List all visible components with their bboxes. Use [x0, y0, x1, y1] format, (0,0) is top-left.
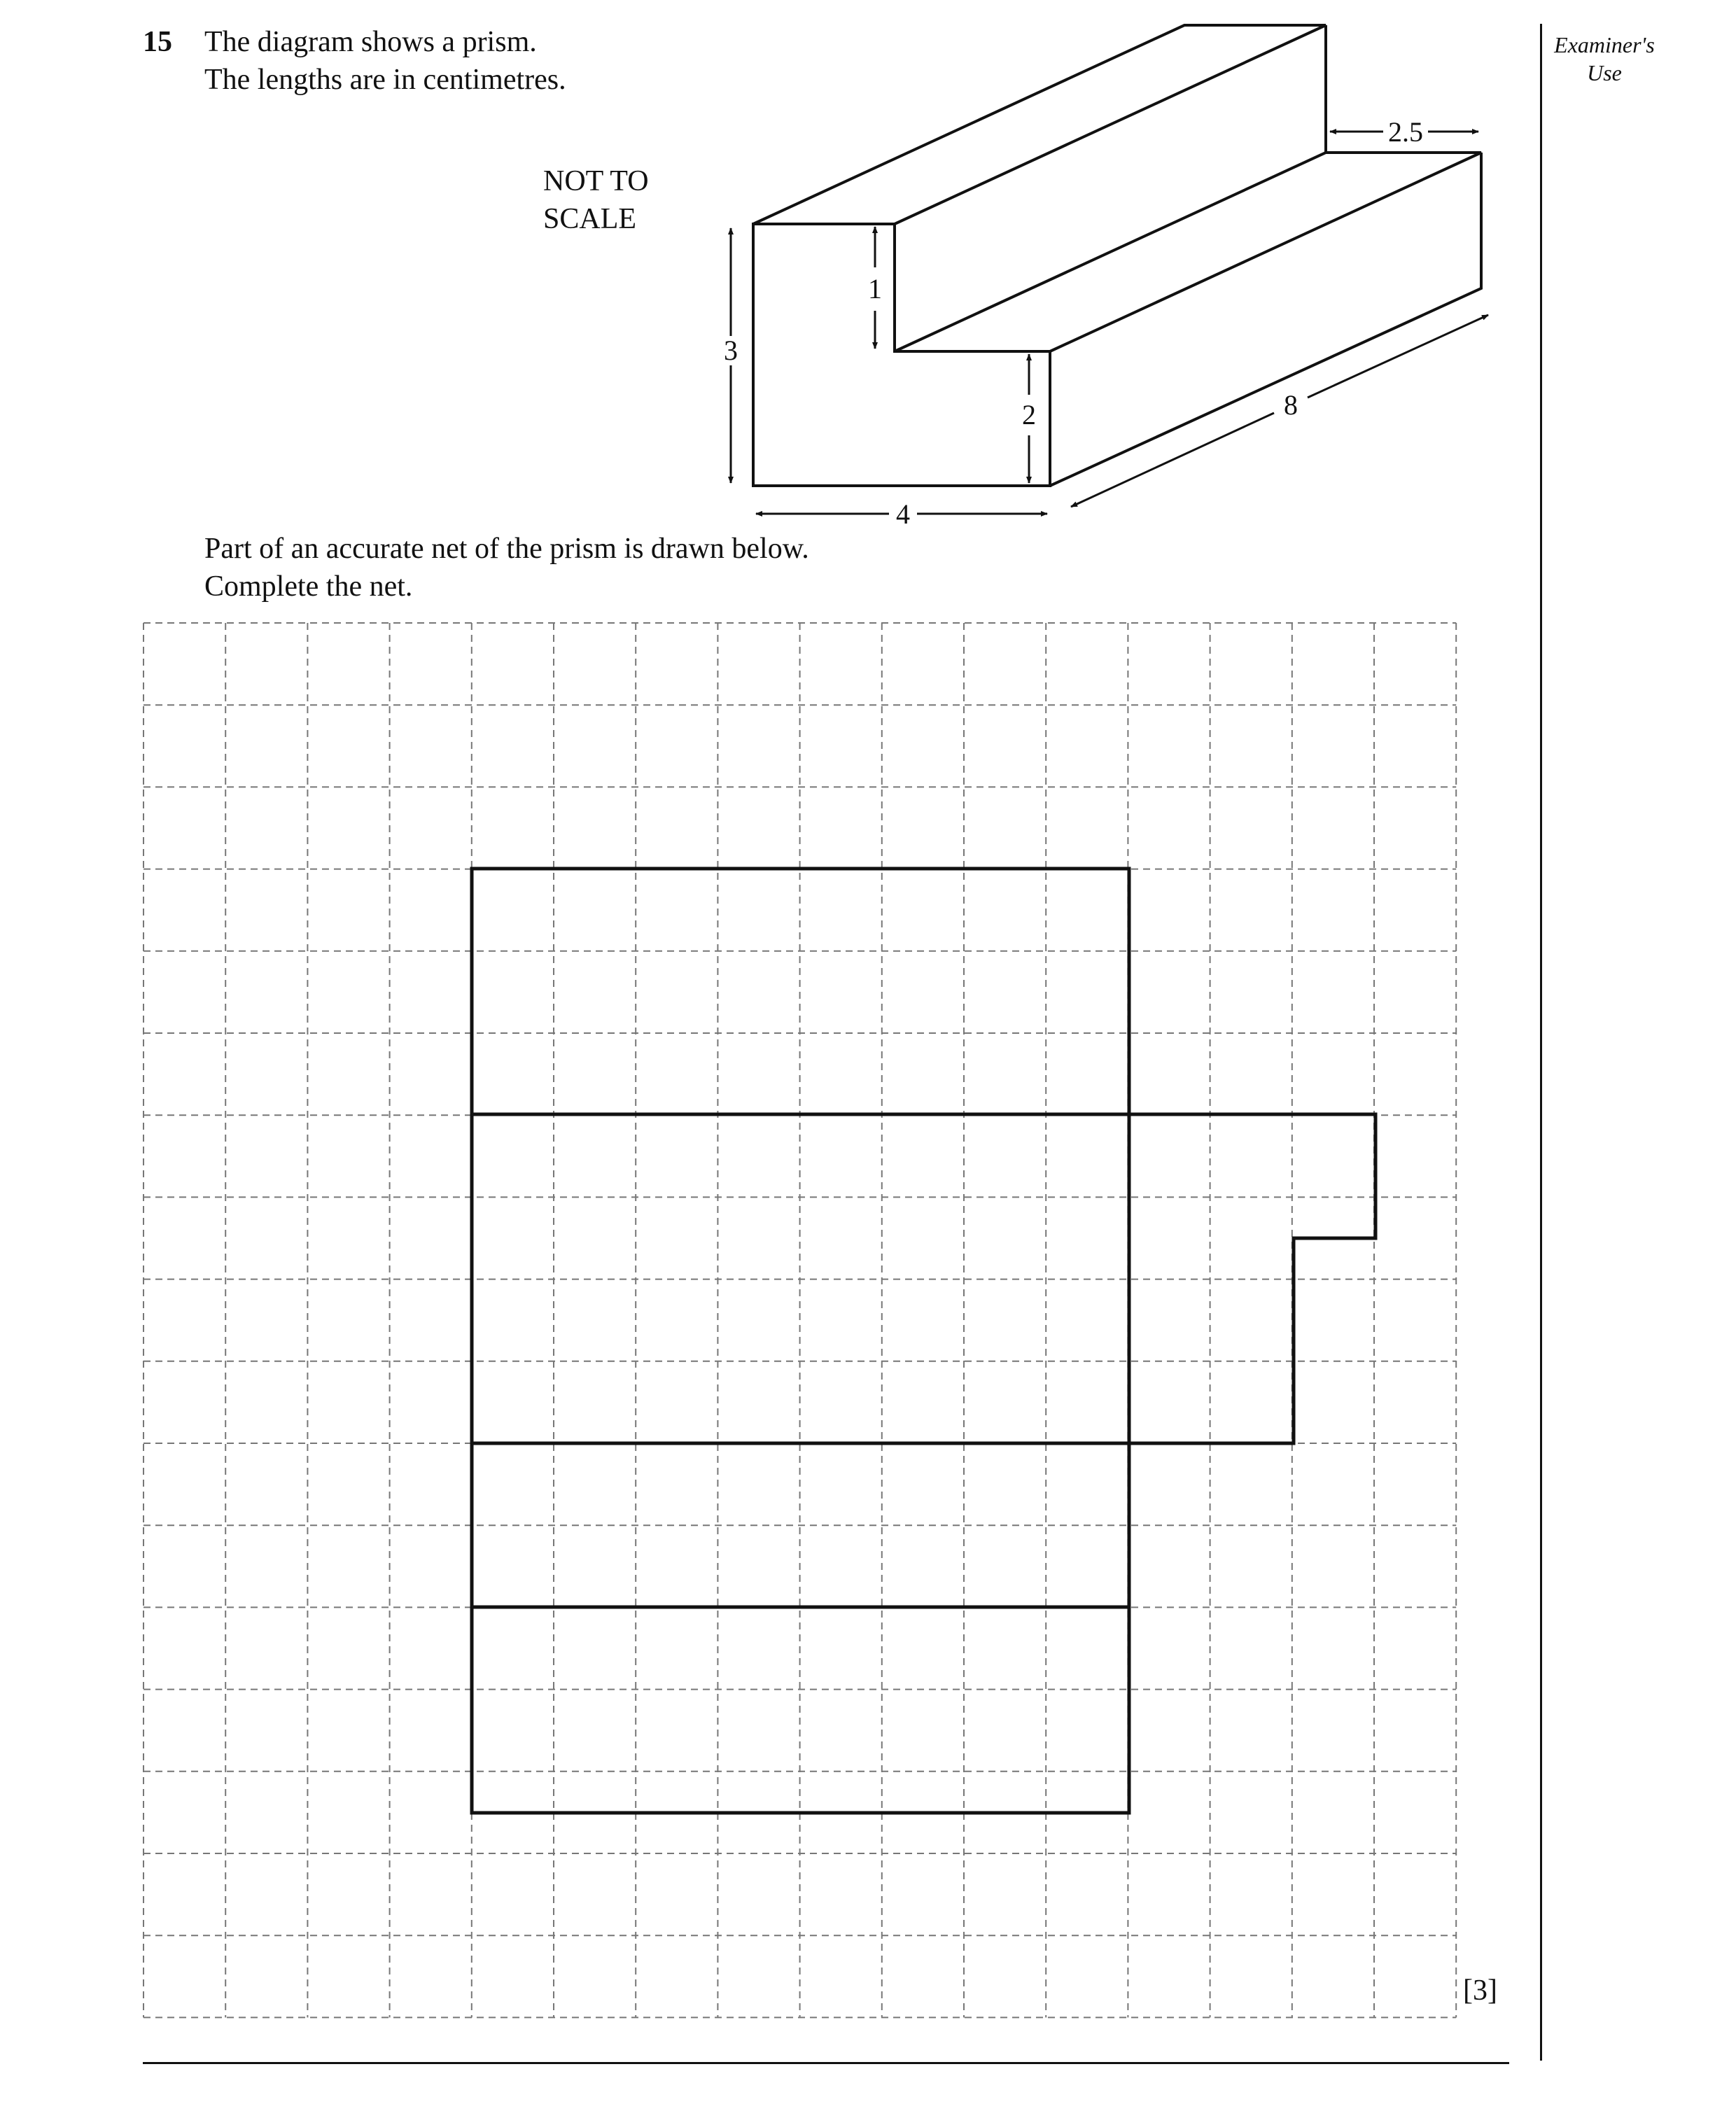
- prism-riser-face: [895, 25, 1326, 351]
- dim-label-4: 4: [896, 498, 910, 530]
- not-to-scale-line-2: SCALE: [543, 203, 637, 235]
- marks-label: [3]: [1463, 1975, 1497, 2007]
- net-grid: [144, 623, 1456, 2017]
- dim-label-2: 2: [1022, 399, 1036, 430]
- prism-diagram: [753, 25, 1481, 486]
- dimension-labels: [724, 116, 1423, 530]
- examiners-use-line-1: Examiner's: [1554, 32, 1655, 57]
- prism-side-face: [1050, 153, 1481, 486]
- dim-label-2-5: 2.5: [1388, 116, 1423, 148]
- instruction-line-1: Part of an accurate net of the prism is drawn below.: [204, 533, 809, 565]
- dim-label-1: 1: [868, 273, 882, 304]
- question-number: 15: [143, 26, 172, 58]
- instruction-line-2: Complete the net.: [204, 570, 413, 603]
- not-to-scale-line-1: NOT TO: [543, 165, 649, 197]
- prism-front-face: [753, 224, 1050, 486]
- dim-label-8: 8: [1284, 389, 1298, 421]
- question-line-1: The diagram shows a prism.: [204, 26, 537, 58]
- question-line-2: The lengths are in centimetres.: [204, 64, 566, 96]
- dim-line-8: [1071, 413, 1274, 507]
- prism-step-face: [1050, 153, 1481, 351]
- partial-net: [472, 869, 1376, 1813]
- dim-label-3: 3: [724, 335, 738, 366]
- examiners-use-line-2: Use: [1587, 60, 1622, 85]
- prism-top-face: [753, 25, 1326, 224]
- page-bottom-rule: [143, 2062, 1509, 2064]
